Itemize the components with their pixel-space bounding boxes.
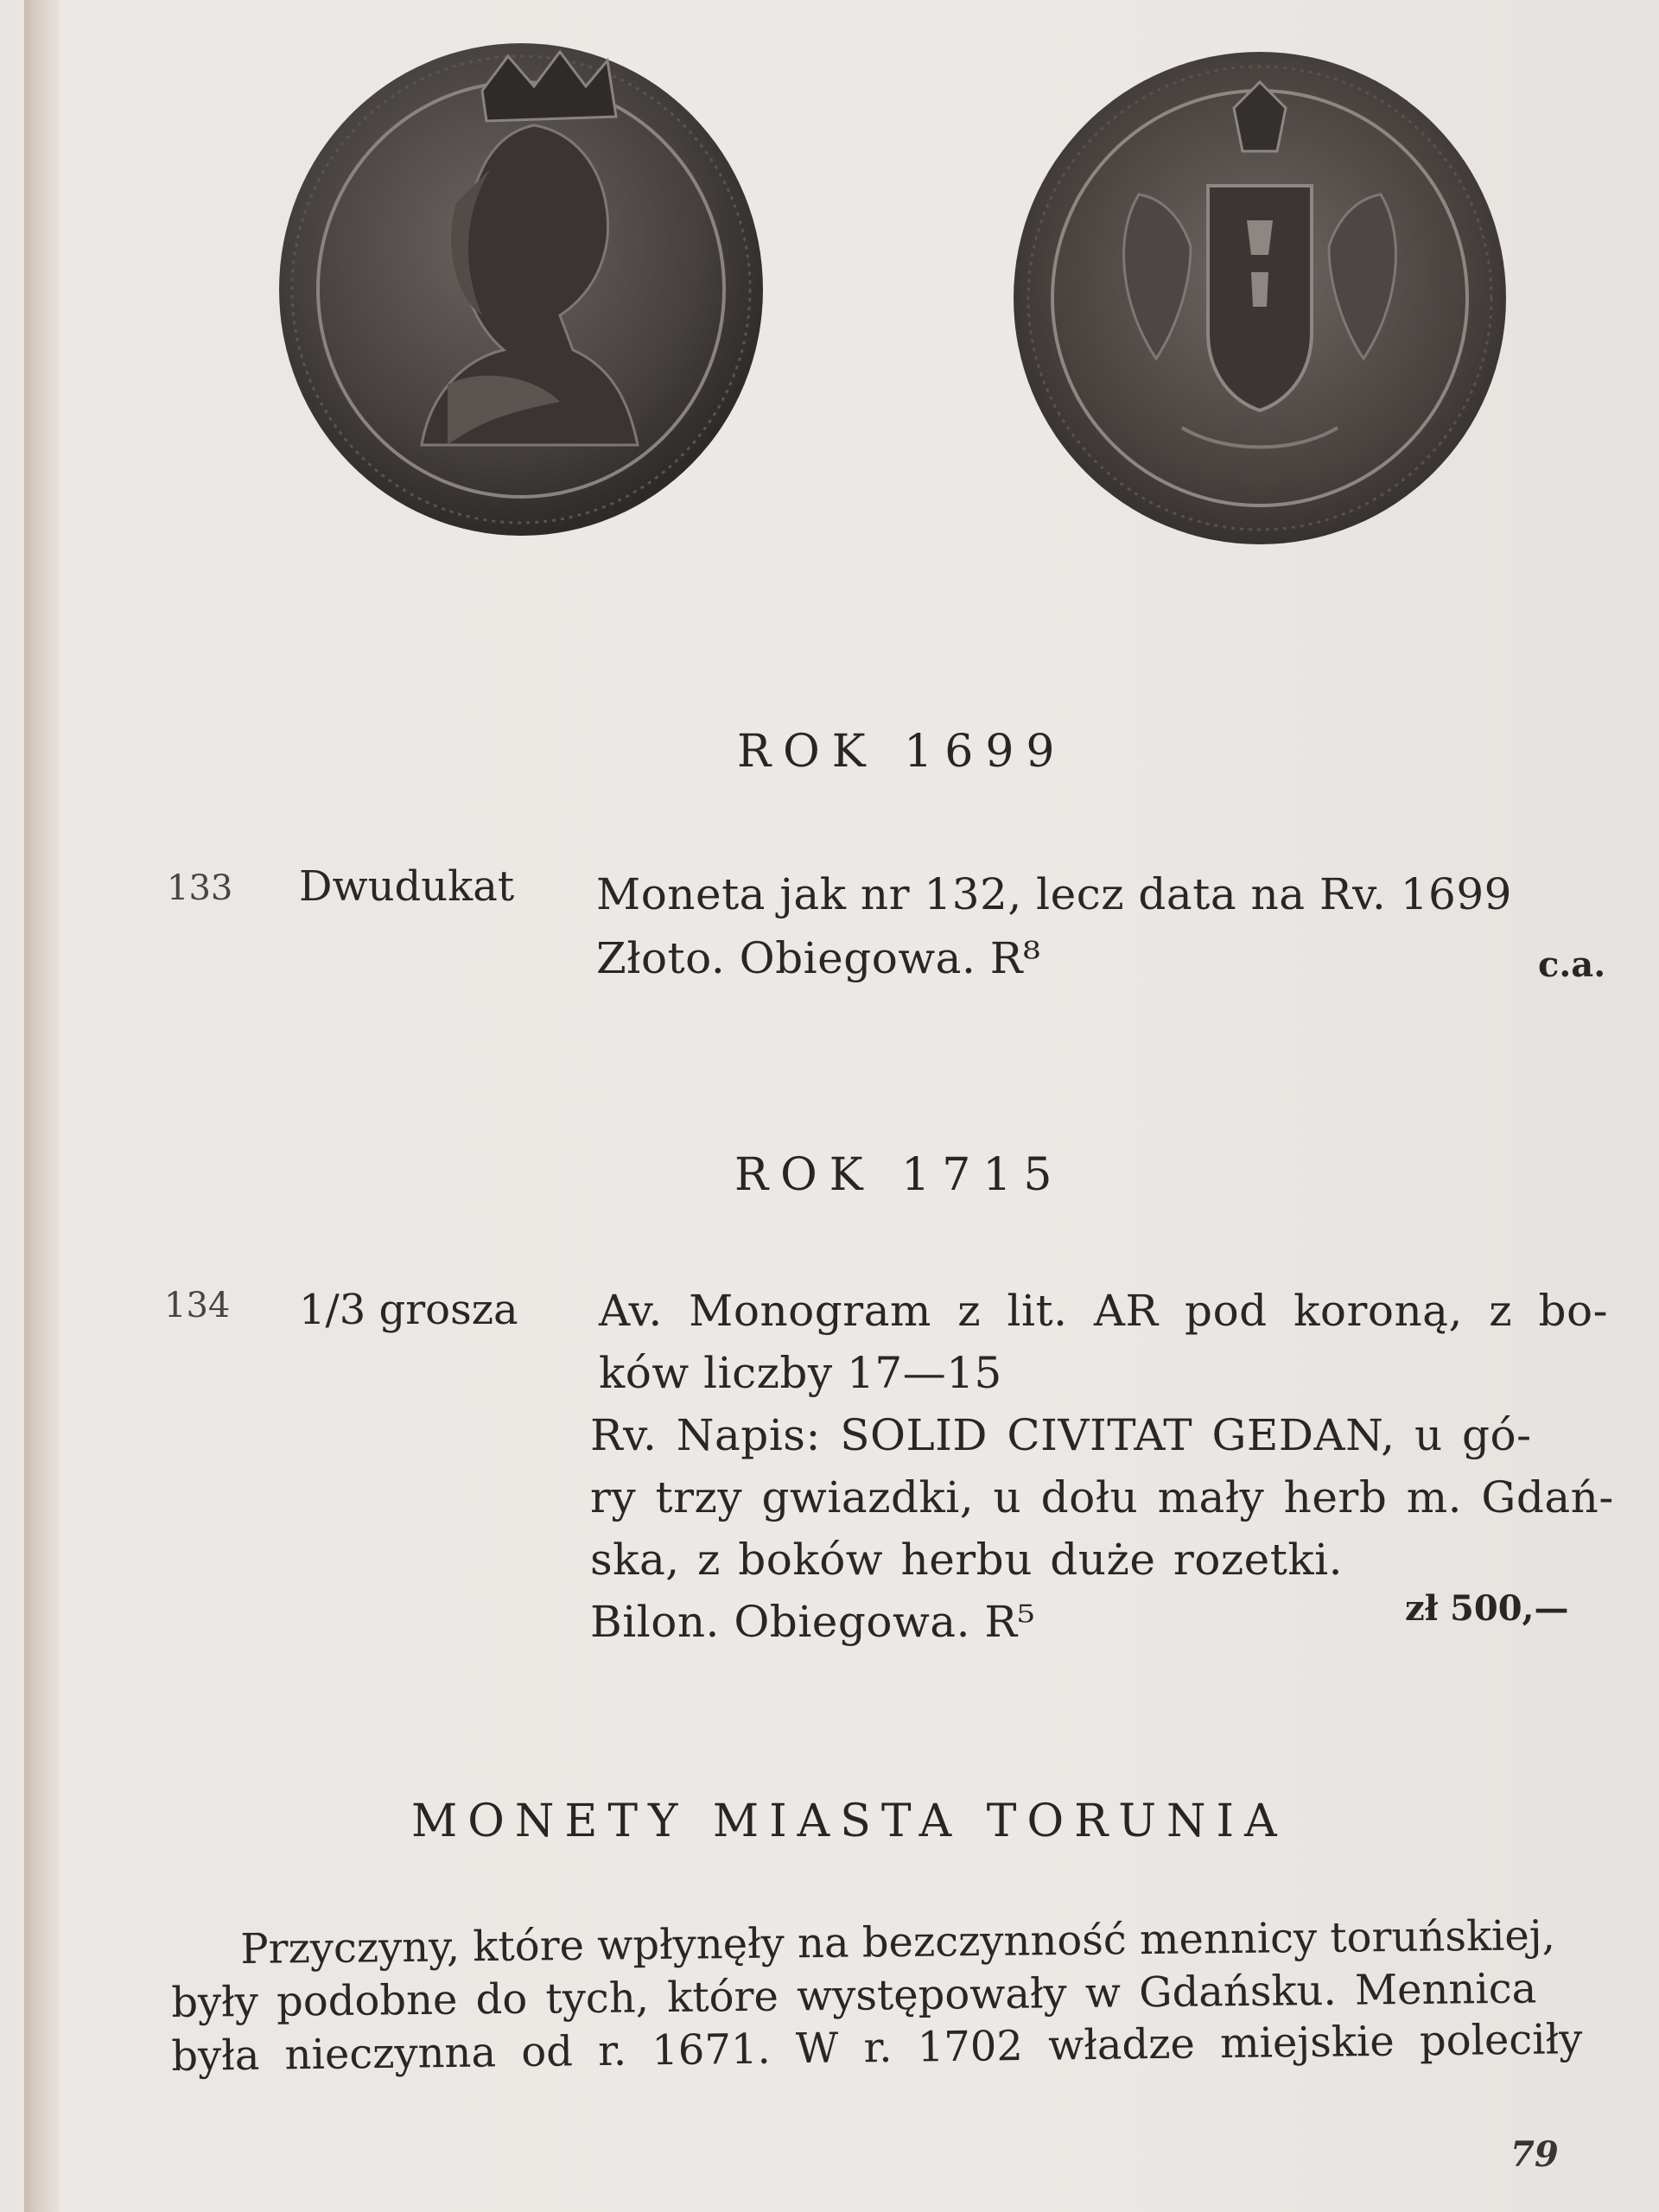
entry-denomination: 1/3 grosza bbox=[299, 1286, 518, 1334]
entry-description-line: Bilon. Obiegowa. R⁵ bbox=[590, 1597, 1036, 1647]
entry-description-line: ska, z boków herbu duże rozetki. bbox=[590, 1535, 1344, 1585]
entry-number: 133 bbox=[167, 868, 233, 908]
section-heading-1699: ROK 1699 bbox=[737, 726, 1067, 778]
entry-description-line: Rv. Napis: SOLID CIVITAT GEDAN, u gó- bbox=[590, 1410, 1532, 1460]
entry-denomination: Dwudukat bbox=[299, 862, 515, 911]
paragraph-line: Przyczyny, które wpłynęły na bezczynność mennicy toruńskiej, bbox=[240, 1911, 1556, 1974]
paragraph-line: były podobne do tych, które występowały w Gdańsku. Mennica bbox=[171, 1964, 1537, 2027]
entry-description-line: Moneta jak nr 132, lecz data na Rv. 1699 bbox=[596, 869, 1512, 919]
entry-description-line: Złoto. Obiegowa. R⁸ bbox=[596, 933, 1041, 983]
page-number: 79 bbox=[1510, 2134, 1559, 2175]
entry-price: c.a. bbox=[1538, 944, 1606, 985]
coin-obverse-image bbox=[275, 39, 767, 540]
section-heading-1715: ROK 1715 bbox=[734, 1149, 1065, 1201]
city-section-heading: MONETY MIASTA TORUNIA bbox=[411, 1796, 1287, 1847]
paragraph-line: była nieczynna od r. 1671. W r. 1702 władze miejskie poleciły bbox=[171, 2015, 1583, 2081]
entry-number: 134 bbox=[164, 1286, 231, 1325]
entry-description-line: ków liczby 17—15 bbox=[599, 1348, 1002, 1398]
book-page bbox=[24, 0, 1659, 2212]
page-binding-edge bbox=[24, 0, 59, 2212]
coin-reverse-image bbox=[1009, 48, 1510, 549]
entry-description-line: Av. Monogram z lit. AR pod koroną, z bo- bbox=[599, 1286, 1609, 1336]
entry-price: zł 500,— bbox=[1405, 1588, 1569, 1629]
entry-description-line: ry trzy gwiazdki, u dołu mały herb m. Gdań- bbox=[590, 1472, 1614, 1522]
